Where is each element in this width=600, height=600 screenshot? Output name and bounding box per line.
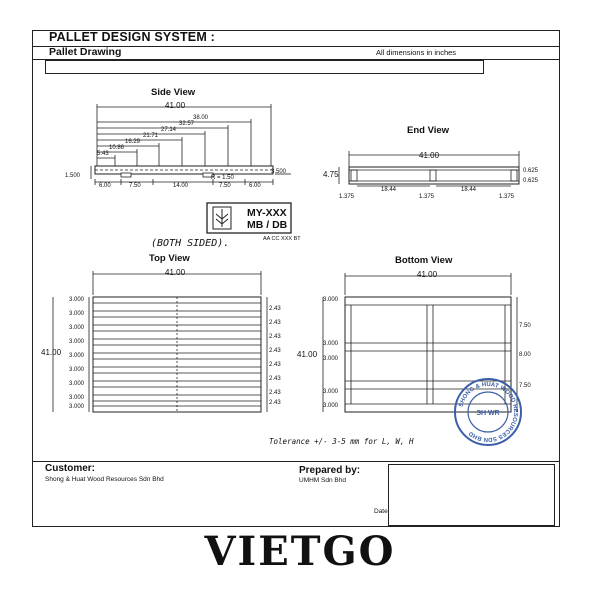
side-dim-6: 10.86 (109, 145, 125, 151)
side-bottom-dim-2: 7.50 (129, 183, 141, 189)
system-title: PALLET DESIGN SYSTEM : (49, 30, 215, 44)
side-dim-4: 21.71 (143, 133, 159, 139)
side-view-title: Side View (151, 87, 196, 98)
side-bottom-dim-3: 14.00 (173, 183, 189, 189)
end-block-width-3: 1.375 (499, 194, 515, 200)
bottom-board-width-2: 3.000 (323, 341, 339, 347)
top-gap-3: 2.43 (269, 334, 281, 340)
bottom-board-width-1: 3.000 (323, 297, 339, 303)
units-note: All dimensions in inches (376, 48, 457, 57)
drawing-sheet (32, 30, 560, 527)
side-right-dim: 3.500 (271, 169, 287, 175)
side-dim-2: 32.57 (179, 121, 195, 127)
side-bottom-dim-5: 6.00 (249, 183, 261, 189)
bottom-board-width-4: 3.000 (323, 389, 339, 395)
end-overall-length: 41.00 (419, 151, 440, 160)
side-dim-3: 27.14 (161, 127, 177, 133)
top-width: 41.00 (165, 268, 186, 277)
top-board-width-8: 3.000 (69, 395, 85, 401)
top-gap-6: 2.43 (269, 376, 281, 382)
side-radius-note: R = 1.50 (211, 175, 234, 181)
top-board-width-6: 3.000 (69, 367, 85, 373)
end-span-1: 18.44 (381, 187, 397, 193)
end-span-2: 18.44 (461, 187, 477, 193)
top-gap-7: 2.43 (269, 390, 281, 396)
end-height: 4.75 (323, 170, 339, 179)
stamp-line-2: MB / DB (247, 219, 288, 231)
top-gap-5: 2.43 (269, 362, 281, 368)
top-board-width-4: 3.000 (69, 339, 85, 345)
side-dim-7: 5.43 (97, 151, 109, 157)
bottom-spacing-2: 8.00 (519, 352, 531, 358)
drawing-subtitle: Pallet Drawing (49, 46, 122, 58)
prepared-name: UMHM Sdn Bhd (299, 477, 346, 484)
date-label: Date (374, 508, 388, 515)
company-seal (453, 377, 523, 447)
top-board-width-1: 3.000 (69, 297, 85, 303)
handwritten-both-sided: (BOTH SIDED). (151, 238, 230, 249)
side-dim-5: 16.29 (125, 139, 141, 145)
footer (33, 461, 559, 529)
bottom-width: 41.00 (417, 270, 438, 279)
top-view-title: Top View (149, 253, 190, 264)
side-bottom-dim-4: 7.50 (219, 183, 231, 189)
end-view-title: End View (407, 125, 450, 136)
top-board-width-2: 3.000 (69, 311, 85, 317)
bottom-spacing-3: 7.50 (519, 383, 531, 389)
top-board-width-3: 3.000 (69, 325, 85, 331)
prepared-label: Prepared by: (299, 465, 361, 476)
top-length: 41.00 (41, 348, 62, 357)
bottom-view-title: Bottom View (395, 255, 453, 266)
bottom-board-width-3: 3.000 (323, 356, 339, 362)
top-board-width-9: 3.000 (69, 404, 85, 410)
end-board-thickness-bottom: 0.625 (523, 178, 539, 184)
stamp-line-1: MY-XXX (247, 207, 287, 219)
top-gap-8: 2.43 (269, 400, 281, 406)
side-height: 1.500 (65, 173, 81, 179)
top-gap-2: 2.43 (269, 320, 281, 326)
tolerance-note: Tolerance +/- 3-5 mm for L, W, H (269, 437, 414, 446)
top-gap-1: 2.43 (269, 306, 281, 312)
customer-label: Customer: (45, 463, 96, 474)
top-gap-4: 2.43 (269, 348, 281, 354)
end-board-thickness-top: 0.625 (523, 168, 539, 174)
bottom-length: 41.00 (297, 350, 318, 359)
seal-center-text: SH WR (476, 410, 500, 417)
customer-name: Shong & Huat Wood Resources Sdn Bhd (45, 476, 164, 483)
end-block-width-2: 1.375 (419, 194, 435, 200)
bottom-spacing-1: 7.50 (519, 323, 531, 329)
side-dim-1: 38.00 (193, 115, 209, 121)
brand-watermark: VIETGO (204, 528, 396, 575)
top-board-width-7: 3.000 (69, 381, 85, 387)
top-board-width-5: 3.000 (69, 353, 85, 359)
stamp-code: AA CC XXX BT (263, 236, 301, 242)
seal-ring-text: SHONG & HUAT WOOD RESOURCES SDN BHD (458, 381, 519, 443)
bottom-board-width-5: 3.000 (323, 403, 339, 409)
side-overall-length: 41.00 (165, 101, 186, 110)
side-bottom-dim-1: 6.00 (99, 183, 111, 189)
signature-box (388, 464, 555, 526)
end-block-width-1: 1.375 (339, 194, 355, 200)
